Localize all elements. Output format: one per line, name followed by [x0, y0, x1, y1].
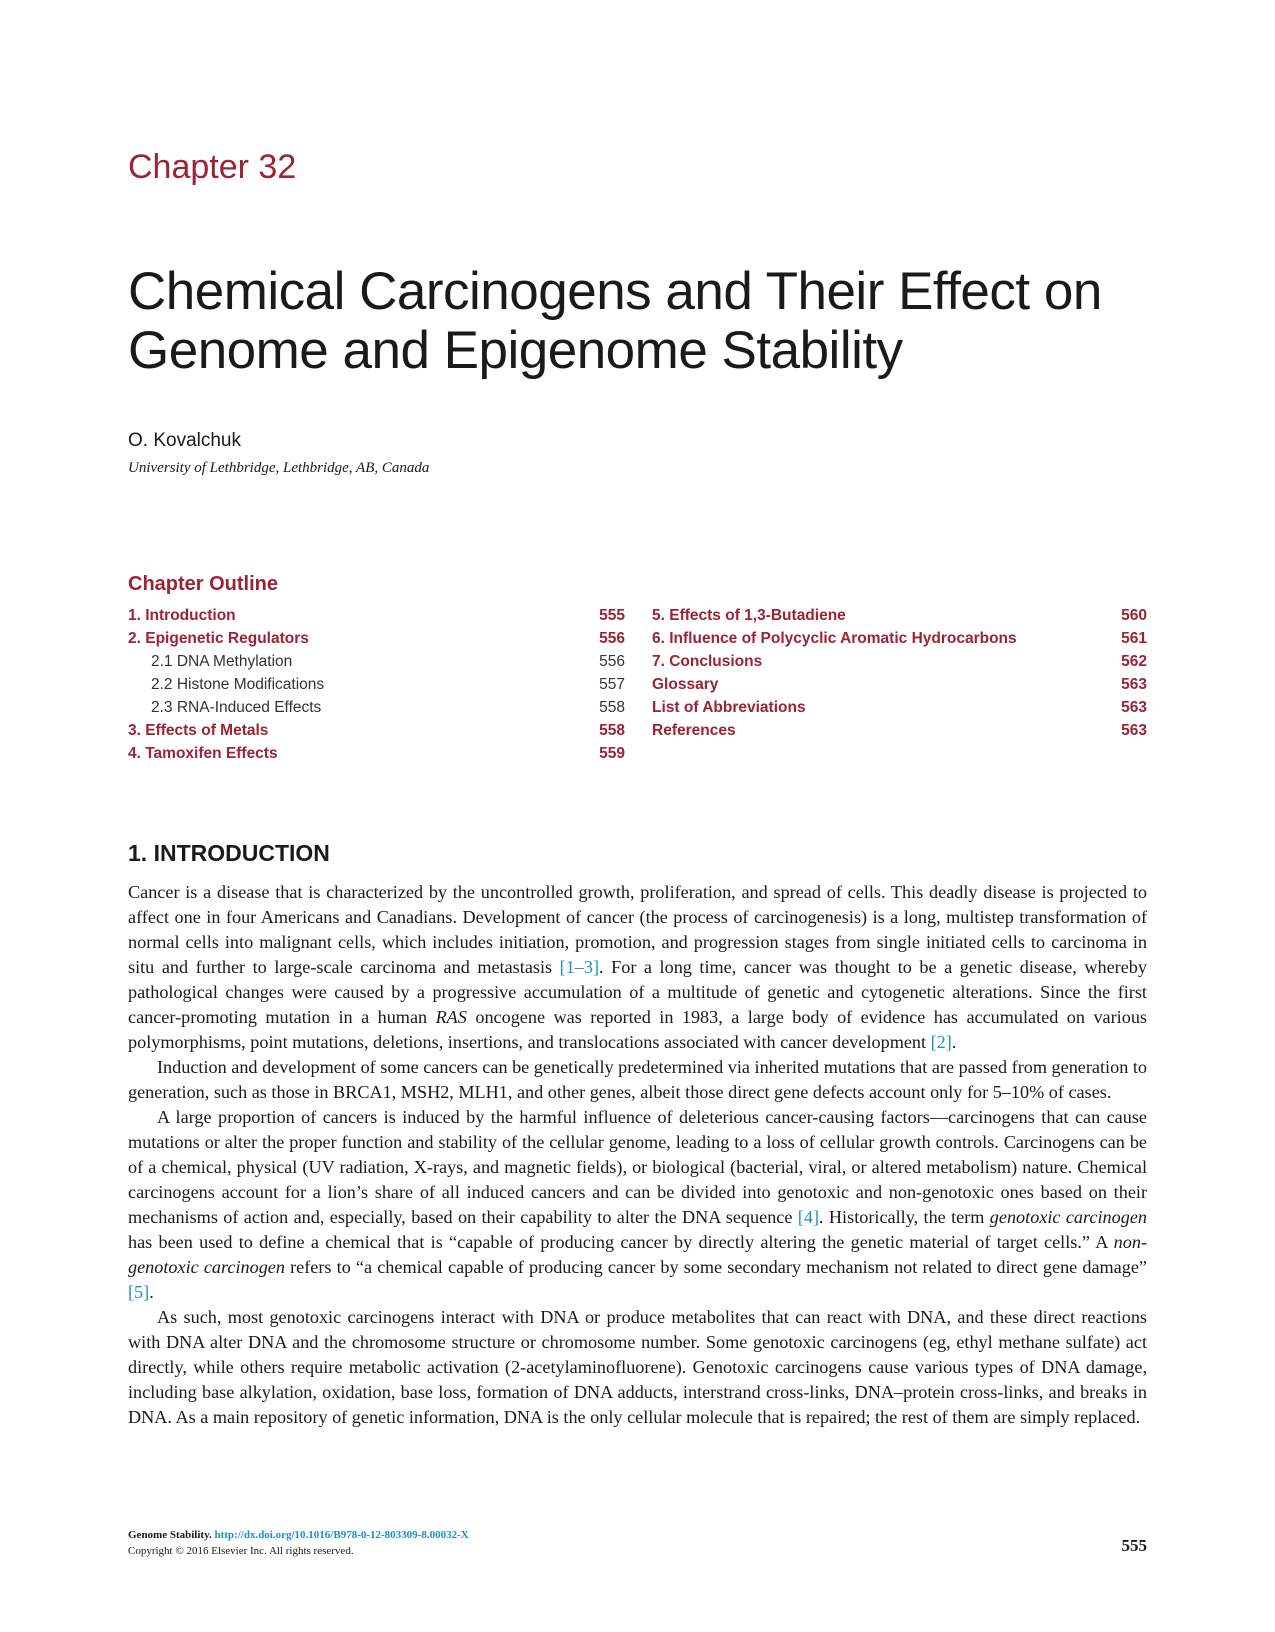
citation-link[interactable]: [4]: [797, 1207, 820, 1227]
toc-entry-page: 557: [599, 676, 625, 693]
toc-entry-label: 7. Conclusions: [652, 653, 763, 670]
toc-entry-page: 556: [599, 653, 625, 670]
toc-subentry[interactable]: [128, 696, 625, 719]
toc-subentry[interactable]: [128, 650, 625, 673]
gene-name: RAS: [435, 1007, 467, 1027]
chapter-title-line-2: Genome and Epigenome Stability: [128, 321, 903, 380]
toc-entry[interactable]: [652, 604, 1147, 627]
toc-entry[interactable]: [652, 627, 1147, 650]
text-run: Cancer is a disease that is characterized by the uncontrolled growth, proliferation, and spread of cells. This deadly disease is projected to affect one in four Americans and Canadians. Development of cancer (the process of carcinogenesis) is a long, multistep transformation of normal cells into malignant cells, which includes initiation, promotion, and progression stages from single initiated cells to carcinoma in situ and further to large-scale carcinoma and metastasis: [128, 882, 1147, 977]
text-run: . For a long time, cancer was thought to be a genetic disease, whereby pathological changes were caused by a progressive accumulation of a multitude of genetic and cytogenetic alterations. Since the first cancer-promoting mutation in a human: [128, 957, 1147, 1027]
chapter-label: Chapter 32: [128, 148, 297, 186]
toc-entry[interactable]: [128, 742, 625, 765]
toc-entry-page: 561: [1121, 630, 1147, 647]
outline-left-column: [128, 604, 625, 765]
paragraph-1: [128, 880, 1147, 1055]
toc-entry-label: 4. Tamoxifen Effects: [128, 745, 278, 762]
toc-entry[interactable]: [128, 627, 625, 650]
author-affiliation: University of Lethbridge, Lethbridge, AB, Canada: [128, 460, 430, 476]
toc-entry-label: 5. Effects of 1,3-Butadiene: [652, 607, 846, 624]
doi-link[interactable]: http://dx.doi.org/10.1016/B978-0-12-803309-8.00032-X: [214, 1529, 469, 1541]
toc-entry[interactable]: [652, 673, 1147, 696]
toc-entry-label: 2.3 RNA-Induced Effects: [151, 699, 322, 716]
toc-subentry[interactable]: [128, 673, 625, 696]
text-run: has been used to define a chemical that is “capable of producing cancer by directly altering the genetic material of target cells.” A: [128, 1232, 1114, 1252]
citation-link[interactable]: [1–3]: [559, 957, 600, 977]
chapter-title-line-1: Chemical Carcinogens and Their Effect on: [128, 262, 1102, 321]
citation-link[interactable]: [2]: [930, 1032, 952, 1052]
toc-entry-page: 563: [1121, 699, 1147, 716]
toc-entry-page: 558: [599, 699, 625, 716]
body-text: [128, 880, 1147, 1430]
toc-entry-page: 560: [1121, 607, 1147, 624]
text-run: .: [951, 1032, 957, 1052]
section-heading-introduction: 1. INTRODUCTION: [128, 840, 330, 866]
toc-entry-label: 1. Introduction: [128, 607, 236, 624]
page-number: 555: [1121, 1536, 1147, 1555]
toc-entry-label: References: [652, 722, 736, 739]
page-footer: [128, 1527, 469, 1559]
text-run: .: [149, 1282, 154, 1302]
chapter-title: [128, 262, 1158, 380]
outline-right-column: [652, 604, 1147, 742]
toc-entry[interactable]: [128, 719, 625, 742]
text-run: oncogene was reported in 1983, a large body of evidence has accumulated on various polymorphisms, point mutations, deletions, insertions, and translocations associated with cancer development: [128, 1007, 1147, 1052]
term-non-genotoxic: non-genotoxic carcinogen: [128, 1232, 1147, 1277]
text-run: A large proportion of cancers is induced by the harmful influence of deleterious cancer-causing factors—carcinogens that can cause mutations or alter the proper function and stability of the cellular genome, leading to a loss of cellular growth controls. Carcinogens can be of a chemical, physical (UV radiation, X-rays, and magnetic fields), or biological (bacterial, viral, or altered metabolism) nature. Chemical carcinogens account for a lion’s share of all induced cancers and can be divided into genotoxic and non-genotoxic ones based on their mechanisms of action and, especially, based on their capability to alter the DNA sequence: [128, 1107, 1147, 1227]
toc-entry[interactable]: [128, 604, 625, 627]
toc-entry-page: 558: [599, 722, 625, 739]
outline-title: Chapter Outline: [128, 573, 279, 595]
toc-entry-label: 6. Influence of Polycyclic Aromatic Hydrocarbons: [652, 630, 1017, 647]
journal-name: Genome Stability.: [128, 1529, 212, 1541]
copyright-notice: Copyright © 2016 Elsevier Inc. All rights reserved.: [128, 1545, 354, 1557]
paragraph-2: Induction and development of some cancers can be genetically predetermined via inherited mutations that are passed from generation to generation, such as those in BRCA1, MSH2, MLH1, and other genes, albeit those direct gene defects account only for 5–10% of cases.: [128, 1057, 1147, 1102]
text-run: refers to “a chemical capable of producing cancer by some secondary mechanism not related to direct gene damage”: [284, 1257, 1147, 1277]
toc-entry-label: List of Abbreviations: [652, 699, 806, 716]
toc-entry-page: 556: [599, 630, 625, 647]
citation-link[interactable]: [5]: [128, 1282, 150, 1302]
paragraph-4: As such, most genotoxic carcinogens interact with DNA or produce metabolites that can react with DNA, and these direct reactions with DNA alter DNA and the chromosome structure or chromosome number. Some genotoxic carcinogens (eg, ethyl methane sulfate) act directly, while others require metabolic activation (2-acetylaminofluorene). Genotoxic carcinogens cause various types of DNA damage, including base alkylation, oxidation, base loss, formation of DNA adducts, interstrand cross-links, DNA–protein cross-links, and breaks in DNA. As a main repository of genetic information, DNA is the only cellular molecule that is repaired; the rest of them are simply replaced.: [128, 1307, 1147, 1427]
toc-entry[interactable]: [652, 696, 1147, 719]
toc-entry-label: Glossary: [652, 676, 719, 693]
toc-entry-label: 2. Epigenetic Regulators: [128, 630, 309, 647]
toc-entry-page: 555: [599, 607, 625, 624]
toc-entry-label: 3. Effects of Metals: [128, 722, 269, 739]
toc-entry-page: 562: [1121, 653, 1147, 670]
toc-entry-label: 2.2 Histone Modifications: [151, 676, 325, 693]
text-run: . Historically, the term: [819, 1207, 990, 1227]
toc-entry-label: 2.1 DNA Methylation: [151, 653, 293, 670]
term-genotoxic: genotoxic carcinogen: [989, 1207, 1147, 1227]
author-name: O. Kovalchuk: [128, 430, 241, 451]
toc-entry[interactable]: [652, 650, 1147, 673]
paragraph-3: [128, 1105, 1147, 1305]
toc-entry-page: 563: [1121, 676, 1147, 693]
toc-entry-page: 563: [1121, 722, 1147, 739]
toc-entry-page: 559: [599, 745, 625, 762]
toc-entry[interactable]: [652, 719, 1147, 742]
